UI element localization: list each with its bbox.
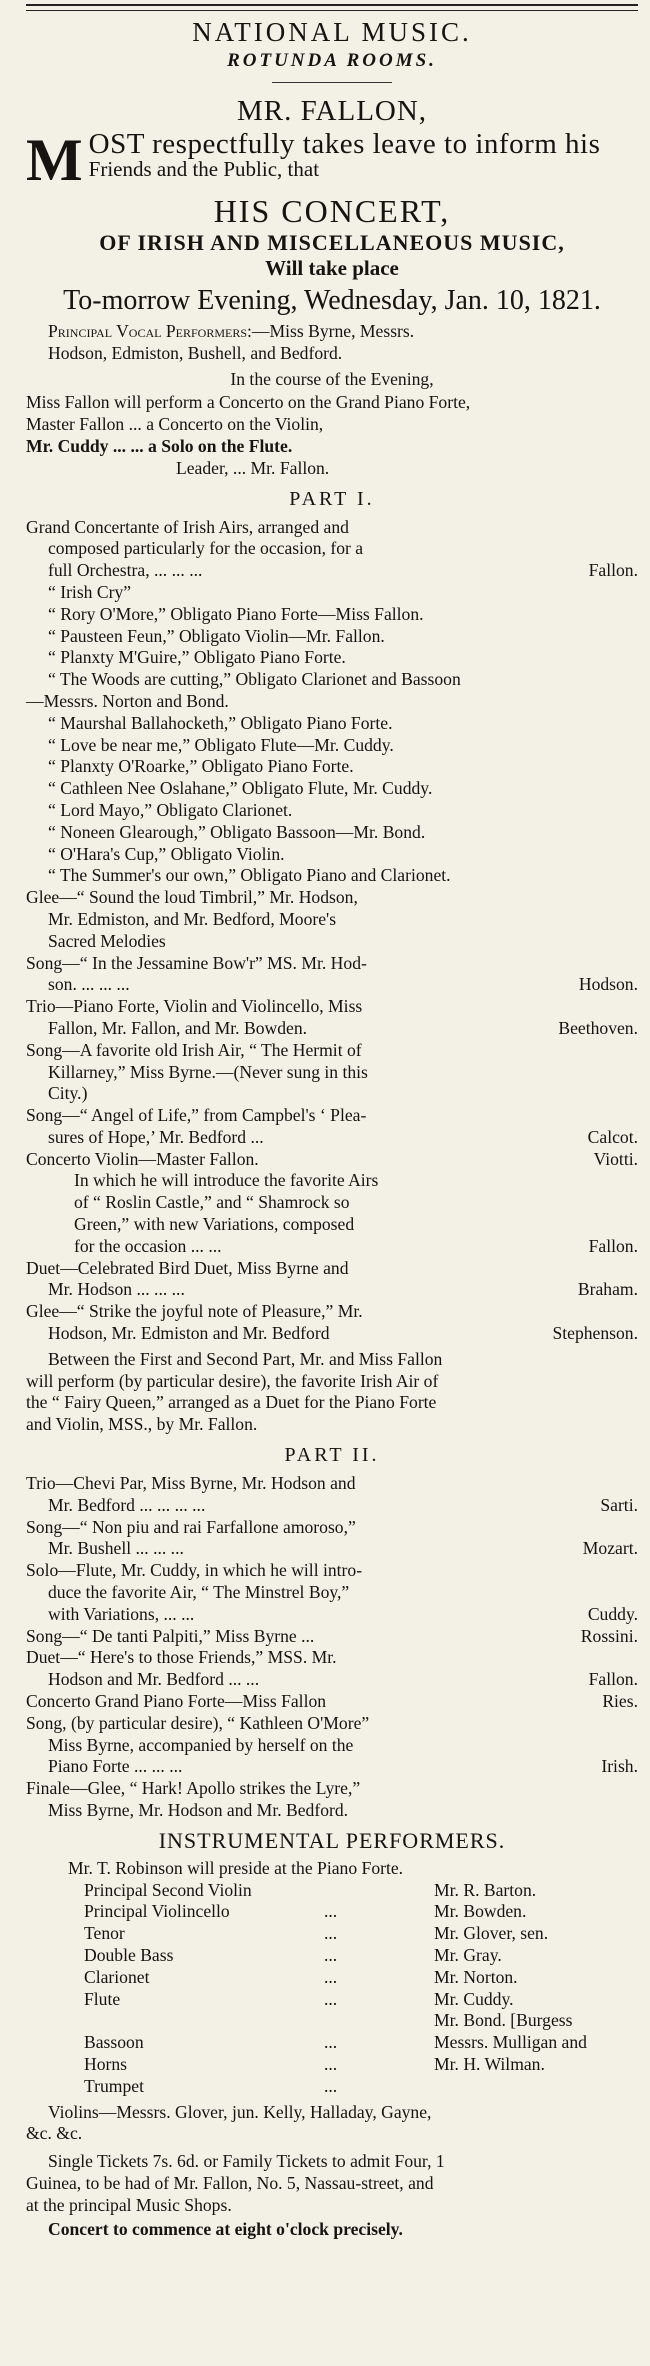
programme-text: of “ Roslin Castle,” and “ Shamrock so <box>74 1192 350 1213</box>
performer-row <box>26 2054 638 2076</box>
composer: Beethoven. <box>558 1017 638 1038</box>
composer: Fallon. <box>588 1669 638 1690</box>
composer: Fallon. <box>588 560 638 581</box>
programme-line <box>26 1582 638 1604</box>
performer-name: Messrs. Mulligan and <box>434 2032 587 2053</box>
venue-title: ROTUNDA ROOMS. <box>227 50 437 71</box>
composer: Ries. <box>602 1691 638 1712</box>
programme-text: duce the favorite Air, “ The Minstrel Boy,” <box>48 1582 350 1603</box>
programme-line <box>26 604 638 626</box>
programme-text: Concerto Violin—Master Fallon. <box>26 1148 259 1169</box>
leader-dots <box>324 2010 434 2032</box>
programme-text: —Messrs. Norton and Bond. <box>26 690 229 711</box>
programme-line <box>26 1560 638 1582</box>
programme-line <box>26 822 638 844</box>
programme-line <box>26 865 638 887</box>
programme-line <box>26 1778 638 1800</box>
composer: Stephenson. <box>552 1323 638 1344</box>
programme-line <box>26 974 638 996</box>
instrumental-heading: INSTRUMENTAL PERFORMERS. <box>158 1827 506 1853</box>
programme-line <box>26 1301 638 1323</box>
principal-text-2: Hodson, Edmiston, Bushell, and Bedford. <box>48 342 343 363</box>
programme-text: full Orchestra, ... ... ... <box>48 560 203 581</box>
drop-cap: M <box>26 127 83 193</box>
violins-line: &c. &c. <box>26 2123 83 2144</box>
programme-text: Finale—Glee, “ Hark! Apollo strikes the Lyre,” <box>26 1778 361 1799</box>
programme-text: Glee—“ Strike the joyful note of Pleasure,” Mr. <box>26 1301 363 1322</box>
programme-line <box>26 953 638 975</box>
ticket-line: Guinea, to be had of Mr. Fallon, No. 5, Nassau-street, and <box>26 2172 434 2193</box>
composer: Fallon. <box>588 1235 638 1256</box>
programme-text: Mr. Edmiston, and Mr. Bedford, Moore's <box>48 908 337 929</box>
performer-name: Mr. R. Barton. <box>434 1879 537 1900</box>
programme-text: Hodson and Mr. Bedford ... ... <box>48 1669 260 1690</box>
composer: Viotti. <box>593 1148 638 1169</box>
leader-dots: ... <box>324 1944 338 1965</box>
programme-line <box>26 1214 638 1236</box>
soloists <box>26 392 638 479</box>
performer-name: Mr. Cuddy. <box>434 1988 514 2009</box>
programme-text: Miss Byrne, accompanied by herself on the <box>48 1734 354 1755</box>
instrument: Tenor <box>84 1923 125 1944</box>
programme-line <box>26 1669 638 1691</box>
programme-text: Solo—Flute, Mr. Cuddy, in which he will intro- <box>26 1560 363 1581</box>
ticket-info <box>26 2151 638 2216</box>
programme-line <box>26 931 638 953</box>
programme-text: Piano Forte ... ... ... <box>48 1756 183 1777</box>
instrument: Bassoon <box>84 2032 144 2053</box>
programme-text: “ Maurshal Ballahocketh,” Obligato Piano Forte. <box>48 712 393 733</box>
programme-text: “ O'Hara's Cup,” Obligato Violin. <box>48 843 285 864</box>
instrument: Principal Violincello <box>84 1901 230 1922</box>
composer: Mozart. <box>582 1538 638 1559</box>
programme-line <box>26 1279 638 1301</box>
concert-subtitle: OF IRISH AND MISCELLANEOUS MUSIC, <box>99 230 565 255</box>
programme-text: Grand Concertante of Irish Airs, arranged and <box>26 516 349 537</box>
principal-label: Principal Vocal Performers <box>48 321 248 341</box>
performer-row <box>26 2076 638 2098</box>
programme-text: Green,” with new Variations, composed <box>74 1214 355 1235</box>
composer: Calcot. <box>587 1126 638 1147</box>
programme-text: Song—A favorite old Irish Air, “ The Hermit of <box>26 1039 362 1060</box>
leader-dots: ... <box>324 2032 338 2053</box>
leader-dots: ... <box>324 2075 338 2096</box>
leader-dots: ... <box>324 1966 338 1987</box>
interlude-line: and Violin, MSS., by Mr. Fallon. <box>26 1414 258 1435</box>
composer: Irish. <box>601 1756 638 1777</box>
performer-name: Mr. Glover, sen. <box>434 1923 549 1944</box>
course-of-evening: In the course of the Evening, <box>230 368 434 389</box>
performer-row <box>26 1967 638 1989</box>
interlude-note <box>26 1349 638 1436</box>
programme-text: Duet—Celebrated Bird Duet, Miss Byrne and <box>26 1257 349 1278</box>
programme-line <box>26 1258 638 1280</box>
leader-line: Leader, ... Mr. Fallon. <box>176 457 330 478</box>
violins-line: Violins—Messrs. Glover, jun. Kelly, Halladay, Gayne, <box>48 2101 432 2122</box>
programme-line <box>26 626 638 648</box>
programme-line <box>26 1517 638 1539</box>
programme-line <box>26 713 638 735</box>
performer-row <box>26 2010 638 2032</box>
programme-text: “ Cathleen Nee Oslahane,” Obligato Flute, Mr. Cuddy. <box>48 778 433 799</box>
programme-text: City.) <box>48 1083 88 1104</box>
programme-line <box>26 538 638 560</box>
programme-line <box>26 1647 638 1669</box>
programme-line <box>26 1604 638 1626</box>
soloist-line: Miss Fallon will perform a Concerto on the Grand Piano Forte, <box>26 392 471 413</box>
programme-line <box>26 1538 638 1560</box>
performer-row <box>26 1989 638 2011</box>
programme-line <box>26 1149 638 1171</box>
programme-line <box>26 996 638 1018</box>
programme-text: “ Planxty M'Guire,” Obligato Piano Forte. <box>48 647 346 668</box>
performer-row <box>26 2032 638 2054</box>
programme-text: for the occasion ... ... <box>74 1235 222 1256</box>
leader-dots: ... <box>324 2053 338 2074</box>
programme-line <box>26 844 638 866</box>
performer-row <box>26 1880 638 1902</box>
preside-line: Mr. T. Robinson will preside at the Piano Forte. <box>68 1857 404 1878</box>
programme-text: “ Rory O'More,” Obligato Piano Forte—Miss Fallon. <box>48 603 424 624</box>
programme-line <box>26 1040 638 1062</box>
programme-line <box>26 1236 638 1258</box>
will-take-place: Will take place <box>265 256 399 280</box>
instrument: Principal Second Violin <box>84 1879 252 1900</box>
programme-line <box>26 1473 638 1495</box>
interlude-line: will perform (by particular desire), the favorite Irish Air of <box>26 1370 439 1391</box>
programme-text: Hodson, Mr. Edmiston and Mr. Bedford <box>48 1323 330 1344</box>
programme-text: “ Lord Mayo,” Obligato Clarionet. <box>48 799 293 820</box>
composer: Sarti. <box>600 1494 638 1515</box>
ticket-line: at the principal Music Shops. <box>26 2194 232 2215</box>
instrument: Trumpet <box>84 2075 144 2096</box>
performer-name: Mr. Bond. [Burgess <box>434 2010 573 2031</box>
programme-line <box>26 735 638 757</box>
programme-line <box>26 1735 638 1757</box>
composer: Cuddy. <box>587 1603 638 1624</box>
performer-row <box>26 1901 638 1923</box>
soloist-line: Master Fallon ... a Concerto on the Violin, <box>26 414 324 435</box>
masthead-title: NATIONAL MUSIC. <box>192 17 472 47</box>
part-1-programme <box>26 517 638 1345</box>
divider <box>272 82 392 83</box>
programme-text: Concerto Grand Piano Forte—Miss Fallon <box>26 1691 327 1712</box>
instrument: Horns <box>84 2053 128 2074</box>
part-1-heading: PART I. <box>289 487 375 510</box>
composer: Rossini. <box>580 1625 638 1646</box>
programme-text: “ Irish Cry” <box>48 581 132 602</box>
programme-line <box>26 647 638 669</box>
programme-text: Fallon, Mr. Fallon, and Mr. Bowden. <box>48 1017 308 1038</box>
top-rule <box>26 4 638 11</box>
principal-text: :—Miss Byrne, Messrs. <box>247 321 415 341</box>
intro-paragraph <box>26 127 638 193</box>
part-2-heading: PART II. <box>284 1444 380 1467</box>
leader-dots: ... <box>324 1988 338 2009</box>
programme-text: “ The Woods are cutting,” Obligato Clarionet and Bassoon <box>48 669 461 690</box>
programme-text: “ Noneen Glearough,” Obligato Bassoon—Mr. Bond. <box>48 821 426 842</box>
instrumental-roster <box>26 1880 638 2098</box>
instrument <box>66 2010 324 2032</box>
programme-text: Trio—Chevi Par, Miss Byrne, Mr. Hodson and <box>26 1473 356 1494</box>
programme-line <box>26 560 638 582</box>
programme-text: Song—“ Non piu and rai Farfallone amoroso,” <box>26 1516 356 1537</box>
composer: Hodson. <box>578 974 638 995</box>
leader-dots: ... <box>324 1901 338 1922</box>
programme-line <box>26 1713 638 1735</box>
programme-line <box>26 1127 638 1149</box>
interlude-line: the “ Fairy Queen,” arranged as a Duet for the Piano Forte <box>26 1392 437 1413</box>
performer-name: Mr. Gray. <box>434 1944 502 1965</box>
programme-line <box>26 1626 638 1648</box>
programme-text: “ Planxty O'Roarke,” Obligato Piano Forte. <box>48 756 354 777</box>
programme-line <box>26 1691 638 1713</box>
performer-name: Mr. Norton. <box>434 1966 518 1987</box>
programme-text: Mr. Bedford ... ... ... ... <box>48 1494 206 1515</box>
leader-dots: ... <box>324 1923 338 1944</box>
commence-time: Concert to commence at eight o'clock precisely. <box>48 2218 403 2239</box>
programme-line <box>26 756 638 778</box>
programme-line <box>26 691 638 713</box>
part-2-programme <box>26 1473 638 1822</box>
programme-text: Duet—“ Here's to those Friends,” MSS. Mr. <box>26 1647 337 1668</box>
programme-line <box>26 582 638 604</box>
instrument: Double Bass <box>84 1944 174 1965</box>
programme-text: Miss Byrne, Mr. Hodson and Mr. Bedford. <box>48 1800 349 1820</box>
violins <box>26 2102 638 2146</box>
programme-line <box>26 1800 638 1822</box>
composer: Braham. <box>577 1279 638 1300</box>
programme-line <box>26 1018 638 1040</box>
programme-text: Song, (by particular desire), “ Kathleen O'More” <box>26 1712 370 1733</box>
programme-text: “ Pausteen Feun,” Obligato Violin—Mr. Fallon. <box>48 625 385 646</box>
programme-text: Song—“ In the Jessamine Bow'r” MS. Mr. Hod- <box>26 952 367 973</box>
soloist-line: Mr. Cuddy ... ... a Solo on the Flute. <box>26 435 293 456</box>
instrument: Flute <box>84 1988 121 2009</box>
ticket-line: Single Tickets 7s. 6d. or Family Tickets to admit Four, 1 <box>48 2151 445 2172</box>
intro-line-2: Friends and the Public, that <box>88 157 320 181</box>
programme-text: Sacred Melodies <box>48 930 166 951</box>
performer-name: Mr. H. Wilman. <box>434 2053 545 2074</box>
programme-text: son. ... ... ... <box>48 974 130 995</box>
programme-line <box>26 1192 638 1214</box>
programme-text: Killarney,” Miss Byrne.—(Never sung in this <box>48 1061 368 1082</box>
performer-name: Mr. Bowden. <box>434 1901 527 1922</box>
programme-line <box>26 517 638 539</box>
concert-title: HIS CONCERT, <box>213 193 451 229</box>
leader-dots <box>324 1880 434 1902</box>
programme-text: sures of Hope,’ Mr. Bedford ... <box>48 1126 264 1147</box>
programme-line <box>26 1105 638 1127</box>
intro-line-1: OST respectfully takes leave to inform his <box>88 128 601 160</box>
programme-text: Glee—“ Sound the loud Timbril,” Mr. Hodson, <box>26 887 358 908</box>
programme-line <box>26 778 638 800</box>
announcer-name: MR. FALLON, <box>236 95 428 127</box>
programme-text: Mr. Hodson ... ... ... <box>48 1279 185 1300</box>
programme-text: Song—“ Angel of Life,” from Campbel's ‘ Plea- <box>26 1105 367 1126</box>
programme-line <box>26 669 638 691</box>
programme-line <box>26 1495 638 1517</box>
programme-line <box>26 800 638 822</box>
concert-date: To-morrow Evening, Wednesday, Jan. 10, 1821. <box>63 285 601 316</box>
programme-line <box>26 909 638 931</box>
programme-line <box>26 1083 638 1105</box>
performer-row <box>26 1945 638 1967</box>
performer-row <box>26 1923 638 1945</box>
programme-text: composed particularly for the occasion, for a <box>48 538 364 559</box>
programme-text: Song—“ De tanti Palpiti,” Miss Byrne ... <box>26 1625 315 1646</box>
programme-text: with Variations, ... ... <box>48 1603 195 1624</box>
programme-line <box>26 1756 638 1778</box>
instrument: Clarionet <box>84 1966 150 1987</box>
programme-text: Mr. Bushell ... ... ... <box>48 1538 184 1559</box>
programme-line <box>26 1062 638 1084</box>
programme-text: “ Love be near me,” Obligato Flute—Mr. Cuddy. <box>48 734 394 755</box>
programme-text: In which he will introduce the favorite Airs <box>74 1170 379 1191</box>
programme-line <box>26 1323 638 1345</box>
programme-text: “ The Summer's our own,” Obligato Piano and Clarionet. <box>48 865 451 886</box>
interlude-line: Between the First and Second Part, Mr. and Miss Fallon <box>48 1348 443 1369</box>
programme-text: Trio—Piano Forte, Violin and Violincello, Miss <box>26 996 363 1017</box>
programme-line <box>26 887 638 909</box>
principal-performers <box>26 321 638 365</box>
programme-line <box>26 1170 638 1192</box>
